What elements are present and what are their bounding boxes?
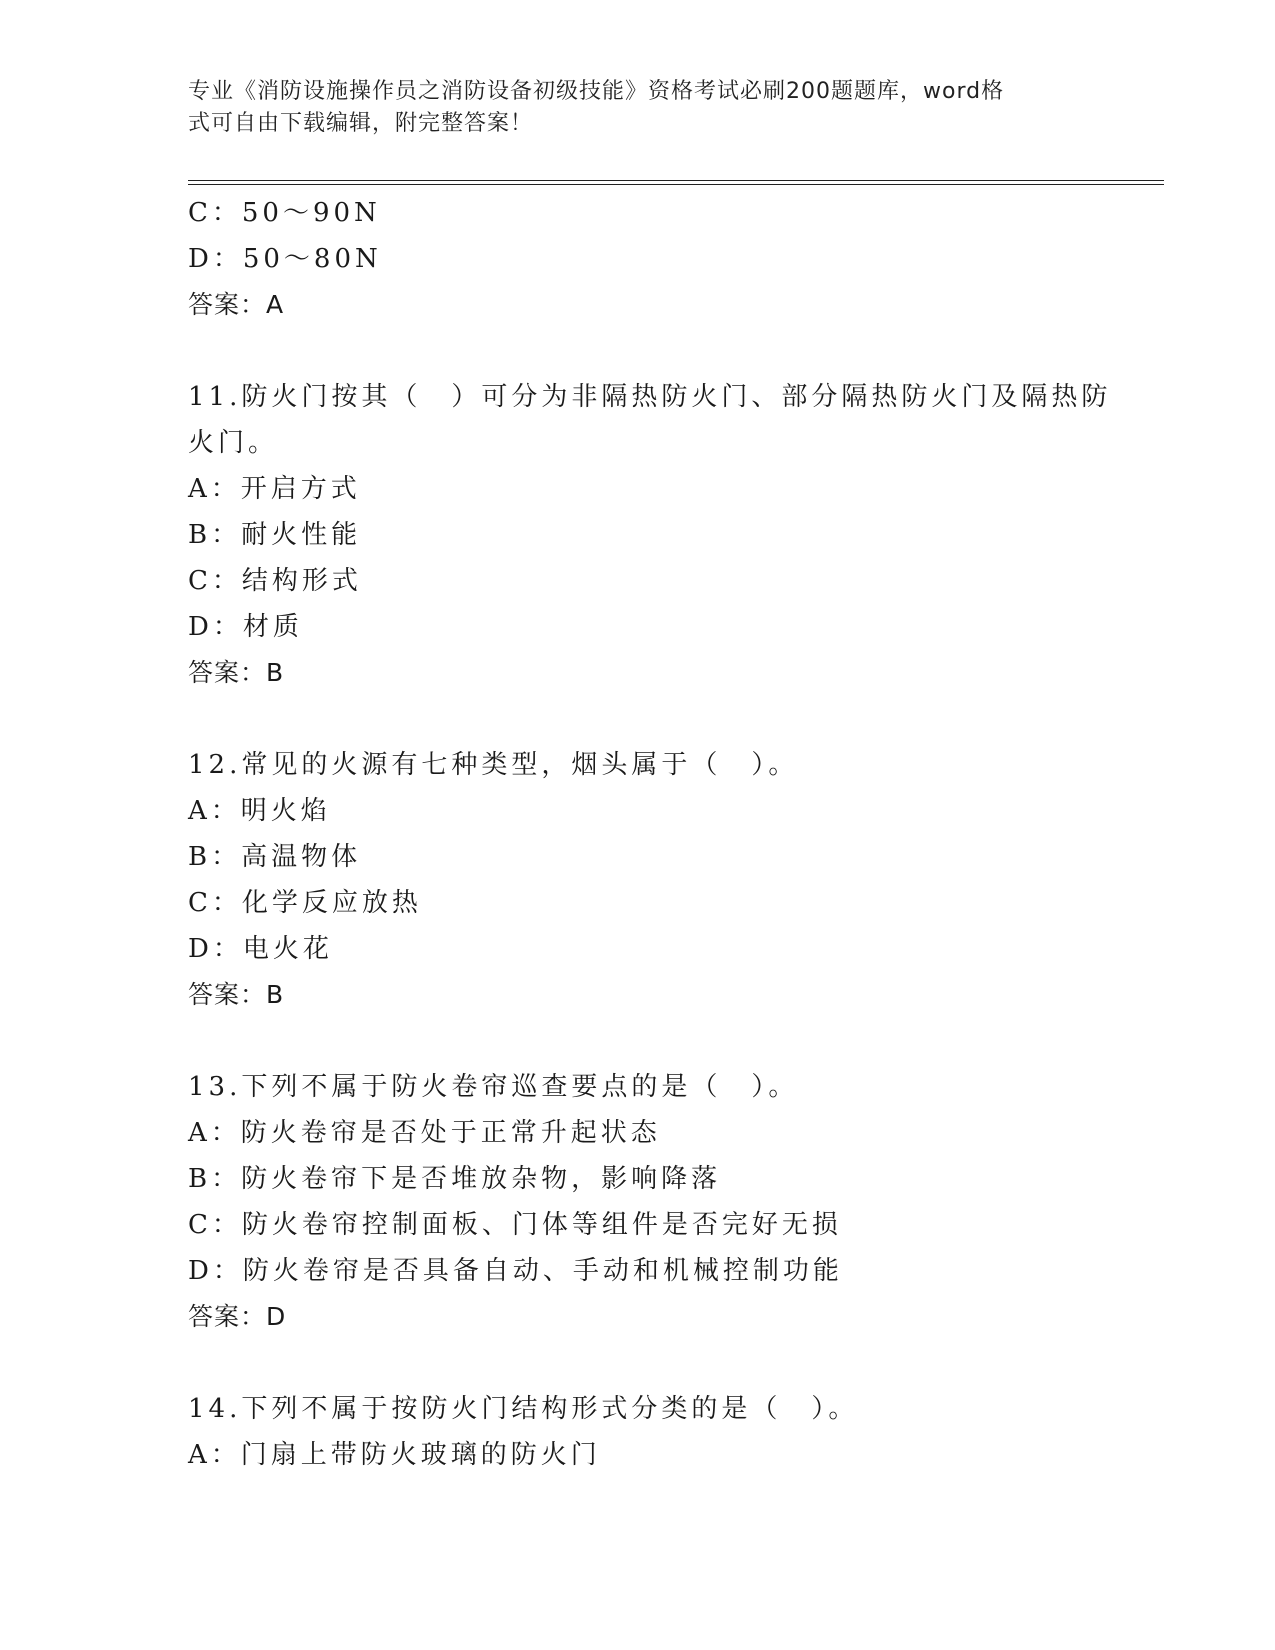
question-11 <box>188 374 1164 696</box>
option-d: D：材质 <box>188 612 303 642</box>
question-list <box>188 190 1164 1478</box>
header-divider-bottom <box>188 184 1164 185</box>
question-stem: 13.下列不属于防火卷帘巡查要点的是（ ）。 <box>188 1072 799 1102</box>
answer-line: 答案：D <box>188 1302 287 1331</box>
option-b: B：高温物体 <box>188 842 362 872</box>
option-d: D：防火卷帘是否具备自动、手动和机械控制功能 <box>188 1256 843 1286</box>
option-c: C：化学反应放热 <box>188 888 422 918</box>
option-c: C：结构形式 <box>188 566 362 596</box>
option-a: A：明火焰 <box>188 796 331 826</box>
question-stem-continued: 火门。 <box>188 428 279 458</box>
option-c: C：50～90N <box>188 198 381 228</box>
header-line-1: 专业《消防设施操作员之消防设备初级技能》资格考试必刷200题题库，word格 <box>188 79 1005 104</box>
question-13 <box>188 1064 1164 1340</box>
question-12 <box>188 742 1164 1018</box>
spacer <box>188 1018 1164 1064</box>
answer-line: 答案：B <box>188 658 285 687</box>
option-a: A：开启方式 <box>188 474 361 504</box>
option-a: A：门扇上带防火玻璃的防火门 <box>188 1440 601 1470</box>
option-b: B：耐火性能 <box>188 520 362 550</box>
question-14 <box>188 1386 1164 1478</box>
option-d: D：50～80N <box>188 244 382 274</box>
document-header <box>188 76 1068 140</box>
option-c: C：防火卷帘控制面板、门体等组件是否完好无损 <box>188 1210 842 1240</box>
option-d: D：电火花 <box>188 934 333 964</box>
spacer <box>188 328 1164 374</box>
spacer <box>188 696 1164 742</box>
question-stem: 12.常见的火源有七种类型，烟头属于（ ）。 <box>188 750 799 780</box>
answer-line: 答案：A <box>188 290 285 319</box>
header-divider-top <box>188 180 1164 181</box>
spacer <box>188 1340 1164 1386</box>
question-10-continued <box>188 190 1164 328</box>
header-line-2: 式可自由下载编辑，附完整答案！ <box>188 111 534 136</box>
answer-line: 答案：B <box>188 980 285 1009</box>
option-a: A：防火卷帘是否处于正常升起状态 <box>188 1118 661 1148</box>
question-stem: 11.防火门按其（ ）可分为非隔热防火门、部分隔热防火门及隔热防 <box>188 382 1112 412</box>
question-stem: 14.下列不属于按防火门结构形式分类的是（ ）。 <box>188 1394 859 1424</box>
option-b: B：防火卷帘下是否堆放杂物，影响降落 <box>188 1164 722 1194</box>
